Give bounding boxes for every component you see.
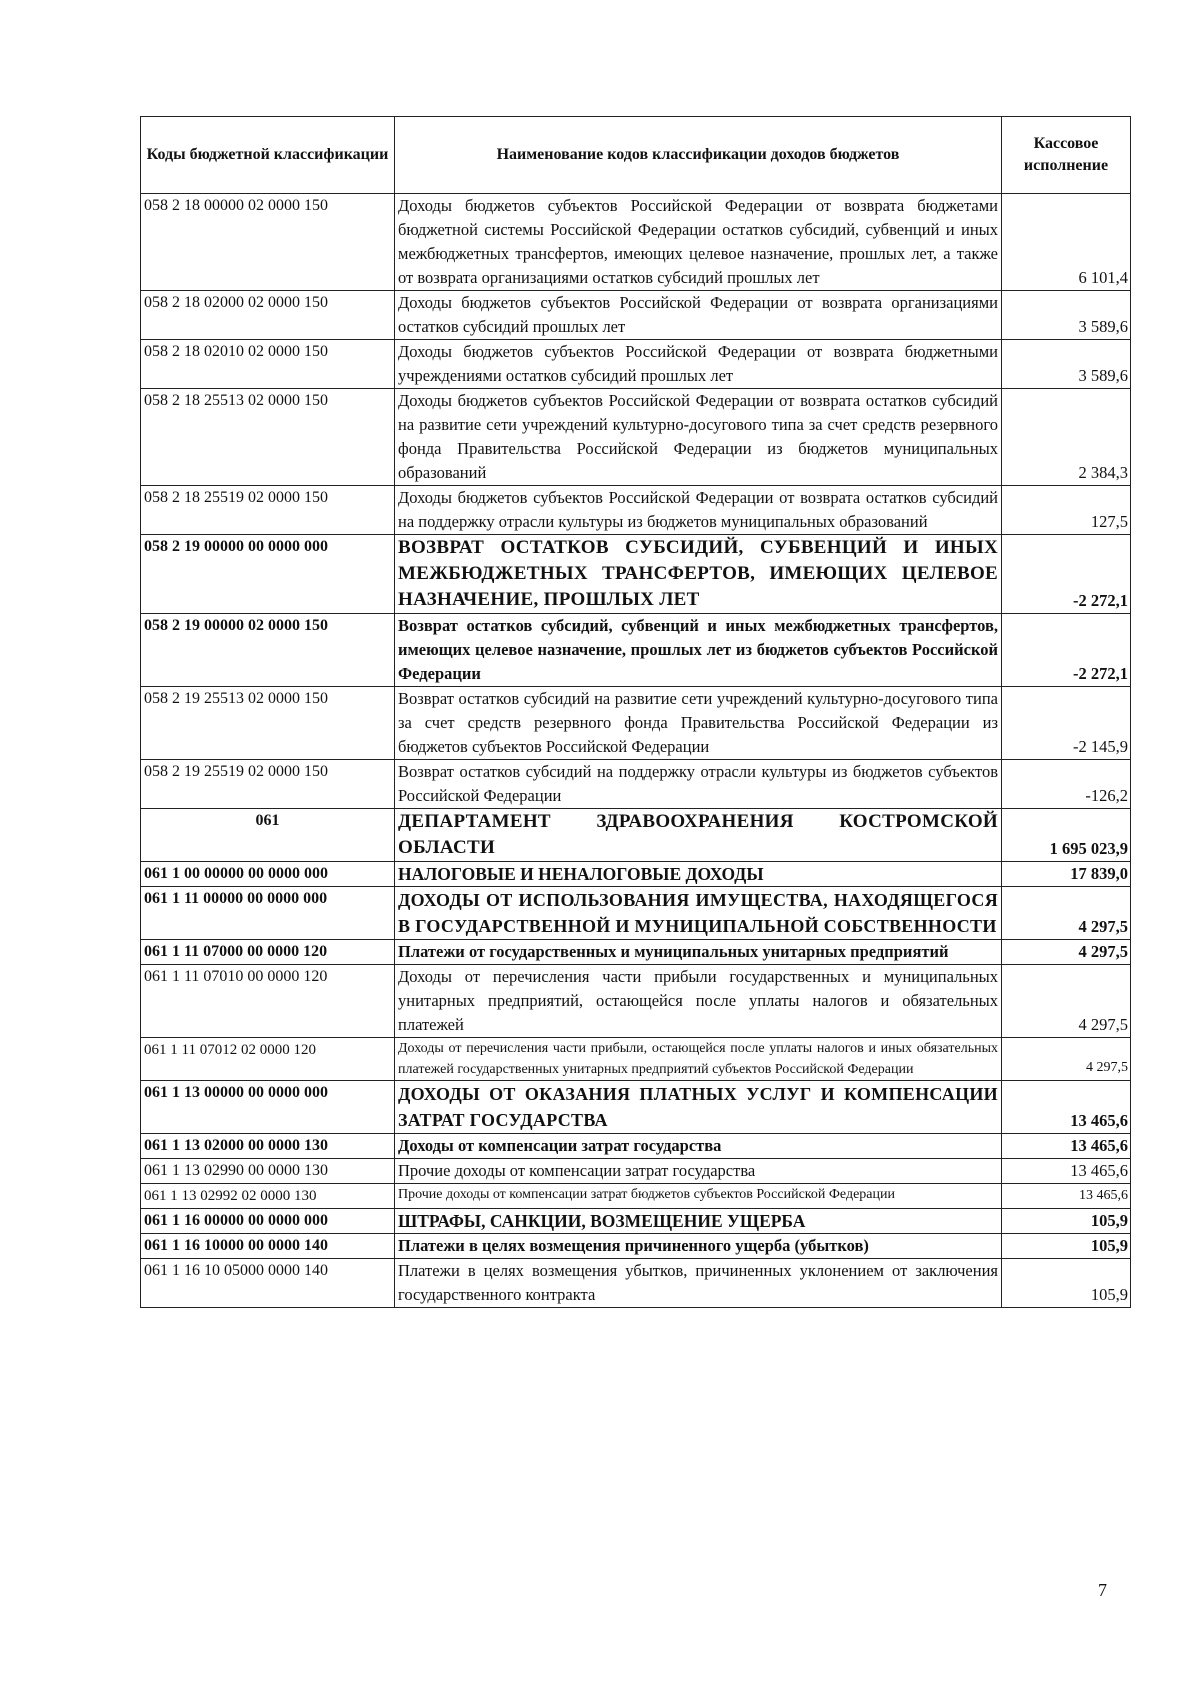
- row-name: ВОЗВРАТ ОСТАТКОВ СУБСИДИЙ, СУБВЕНЦИЙ И ИНЫХ МЕЖБЮДЖЕТНЫХ ТРАНСФЕРТОВ, ИМЕЮЩИХ ЦЕЛЕВОЕ НАЗНАЧЕНИЕ, ПРОШЛЫХ ЛЕТ: [395, 535, 1002, 614]
- table-row: [141, 760, 1131, 809]
- row-code: 058 2 18 25513 02 0000 150: [141, 389, 395, 486]
- row-value: 1 695 023,9: [1002, 809, 1131, 862]
- row-name: ДЕПАРТАМЕНТ ЗДРАВООХРАНЕНИЯ КОСТРОМСКОЙ ОБЛАСТИ: [395, 809, 1002, 862]
- row-value: -2 272,1: [1002, 535, 1131, 614]
- row-code: 061 1 13 02992 02 0000 130: [141, 1184, 395, 1209]
- row-code: 061 1 13 02000 00 0000 130: [141, 1134, 395, 1159]
- row-code: 061 1 00 00000 00 0000 000: [141, 862, 395, 887]
- table-row: [141, 614, 1131, 687]
- row-code: 058 2 19 00000 00 0000 000: [141, 535, 395, 614]
- row-name: Платежи от государственных и муниципальных унитарных предприятий: [395, 940, 1002, 965]
- row-name: Доходы бюджетов субъектов Российской Федерации от возврата бюджетами бюджетной системы Российской Федерации остатков субсидий, субвенций и иных межбюджетных трансфертов, имеющих целевое назначение, прошлых лет, а также от возврата организациями остатков субсидий прошлых лет: [395, 194, 1002, 291]
- row-code: 058 2 18 02010 02 0000 150: [141, 340, 395, 389]
- table-row: [141, 389, 1131, 486]
- row-code: 061 1 11 07000 00 0000 120: [141, 940, 395, 965]
- row-value: 4 297,5: [1002, 1038, 1131, 1081]
- table-row: [141, 535, 1131, 614]
- row-value: 127,5: [1002, 486, 1131, 535]
- row-value: 4 297,5: [1002, 965, 1131, 1038]
- table-row: [141, 1159, 1131, 1184]
- row-name: Доходы бюджетов субъектов Российской Федерации от возврата организациями остатков субсидий прошлых лет: [395, 291, 1002, 340]
- row-value: 2 384,3: [1002, 389, 1131, 486]
- row-value: 6 101,4: [1002, 194, 1131, 291]
- row-code: 058 2 19 25519 02 0000 150: [141, 760, 395, 809]
- row-code: 061 1 13 02990 00 0000 130: [141, 1159, 395, 1184]
- row-code: 061 1 16 10000 00 0000 140: [141, 1234, 395, 1259]
- row-code: 058 2 18 00000 02 0000 150: [141, 194, 395, 291]
- row-name: Платежи в целях возмещения причиненного ущерба (убытков): [395, 1234, 1002, 1259]
- row-name: ДОХОДЫ ОТ ОКАЗАНИЯ ПЛАТНЫХ УСЛУГ И КОМПЕНСАЦИИ ЗАТРАТ ГОСУДАРСТВА: [395, 1081, 1002, 1134]
- table-row: [141, 940, 1131, 965]
- row-name: Прочие доходы от компенсации затрат бюджетов субъектов Российской Федерации: [395, 1184, 1002, 1209]
- table-row: [141, 1209, 1131, 1234]
- row-code: 061 1 11 07012 02 0000 120: [141, 1038, 395, 1081]
- row-code: 058 2 19 25513 02 0000 150: [141, 687, 395, 760]
- header-value: Кассовое исполнение: [1002, 117, 1131, 194]
- row-code: 061: [141, 809, 395, 862]
- row-value: 17 839,0: [1002, 862, 1131, 887]
- row-name: Возврат остатков субсидий, субвенций и иных межбюджетных трансфертов, имеющих целевое назначение, прошлых лет из бюджетов субъектов Российской Федерации: [395, 614, 1002, 687]
- table-header: [141, 117, 1131, 194]
- table-row: [141, 862, 1131, 887]
- row-value: -126,2: [1002, 760, 1131, 809]
- table-row: [141, 1184, 1131, 1209]
- row-name: Доходы от компенсации затрат государства: [395, 1134, 1002, 1159]
- header-codes: Коды бюджетной классификации: [141, 117, 395, 194]
- row-value: 105,9: [1002, 1209, 1131, 1234]
- document-page: [140, 116, 1130, 1308]
- table-row: [141, 1081, 1131, 1134]
- row-code: 061 1 11 07010 00 0000 120: [141, 965, 395, 1038]
- table-row: [141, 486, 1131, 535]
- table-row: [141, 291, 1131, 340]
- row-name: Доходы от перечисления части прибыли, остающейся после уплаты налогов и иных обязательных платежей государственных унитарных предприятий субъектов Российской Федерации: [395, 1038, 1002, 1081]
- row-value: 4 297,5: [1002, 887, 1131, 940]
- row-value: 4 297,5: [1002, 940, 1131, 965]
- row-value: 3 589,6: [1002, 291, 1131, 340]
- row-value: 13 465,6: [1002, 1134, 1131, 1159]
- row-code: 058 2 18 02000 02 0000 150: [141, 291, 395, 340]
- table-row: [141, 1234, 1131, 1259]
- row-name: НАЛОГОВЫЕ И НЕНАЛОГОВЫЕ ДОХОДЫ: [395, 862, 1002, 887]
- table-row: [141, 1134, 1131, 1159]
- table-row: [141, 1259, 1131, 1308]
- row-code: 061 1 11 00000 00 0000 000: [141, 887, 395, 940]
- row-code: 058 2 18 25519 02 0000 150: [141, 486, 395, 535]
- table-row: [141, 965, 1131, 1038]
- row-name: Платежи в целях возмещения убытков, причиненных уклонением от заключения государственного контракта: [395, 1259, 1002, 1308]
- header-name: Наименование кодов классификации доходов бюджетов: [395, 117, 1002, 194]
- row-code: 061 1 16 00000 00 0000 000: [141, 1209, 395, 1234]
- page-number: 7: [1098, 1580, 1107, 1600]
- row-code: 061 1 16 10 05000 0000 140: [141, 1259, 395, 1308]
- row-value: 13 465,6: [1002, 1159, 1131, 1184]
- row-value: 105,9: [1002, 1259, 1131, 1308]
- table-row: [141, 887, 1131, 940]
- budget-revenue-table: [140, 116, 1131, 1308]
- row-value: 3 589,6: [1002, 340, 1131, 389]
- row-name: Прочие доходы от компенсации затрат государства: [395, 1159, 1002, 1184]
- row-value: -2 145,9: [1002, 687, 1131, 760]
- table-row: [141, 809, 1131, 862]
- row-value: 13 465,6: [1002, 1184, 1131, 1209]
- row-value: 105,9: [1002, 1234, 1131, 1259]
- row-name: Доходы бюджетов субъектов Российской Федерации от возврата остатков субсидий на поддержку отрасли культуры из бюджетов муниципальных образований: [395, 486, 1002, 535]
- row-value: -2 272,1: [1002, 614, 1131, 687]
- table-row: [141, 194, 1131, 291]
- row-name: Доходы от перечисления части прибыли государственных и муниципальных унитарных предприятий, остающейся после уплаты налогов и обязательных платежей: [395, 965, 1002, 1038]
- row-name: ШТРАФЫ, САНКЦИИ, ВОЗМЕЩЕНИЕ УЩЕРБА: [395, 1209, 1002, 1234]
- table-row: [141, 1038, 1131, 1081]
- table-row: [141, 687, 1131, 760]
- table-row: [141, 340, 1131, 389]
- row-name: ДОХОДЫ ОТ ИСПОЛЬЗОВАНИЯ ИМУЩЕСТВА, НАХОДЯЩЕГОСЯ В ГОСУДАРСТВЕННОЙ И МУНИЦИПАЛЬНОЙ СОБСТВЕННОСТИ: [395, 887, 1002, 940]
- row-code: 061 1 13 00000 00 0000 000: [141, 1081, 395, 1134]
- row-name: Доходы бюджетов субъектов Российской Федерации от возврата остатков субсидий на развитие сети учреждений культурно-досугового типа за счет средств резервного фонда Правительства Российской Федерации из бюджетов муниципальных образований: [395, 389, 1002, 486]
- row-code: 058 2 19 00000 02 0000 150: [141, 614, 395, 687]
- row-name: Возврат остатков субсидий на развитие сети учреждений культурно-досугового типа за счет средств резервного фонда Правительства Российской Федерации из бюджетов субъектов Российской Федерации: [395, 687, 1002, 760]
- row-name: Возврат остатков субсидий на поддержку отрасли культуры из бюджетов субъектов Российской Федерации: [395, 760, 1002, 809]
- row-name: Доходы бюджетов субъектов Российской Федерации от возврата бюджетными учреждениями остатков субсидий прошлых лет: [395, 340, 1002, 389]
- row-value: 13 465,6: [1002, 1081, 1131, 1134]
